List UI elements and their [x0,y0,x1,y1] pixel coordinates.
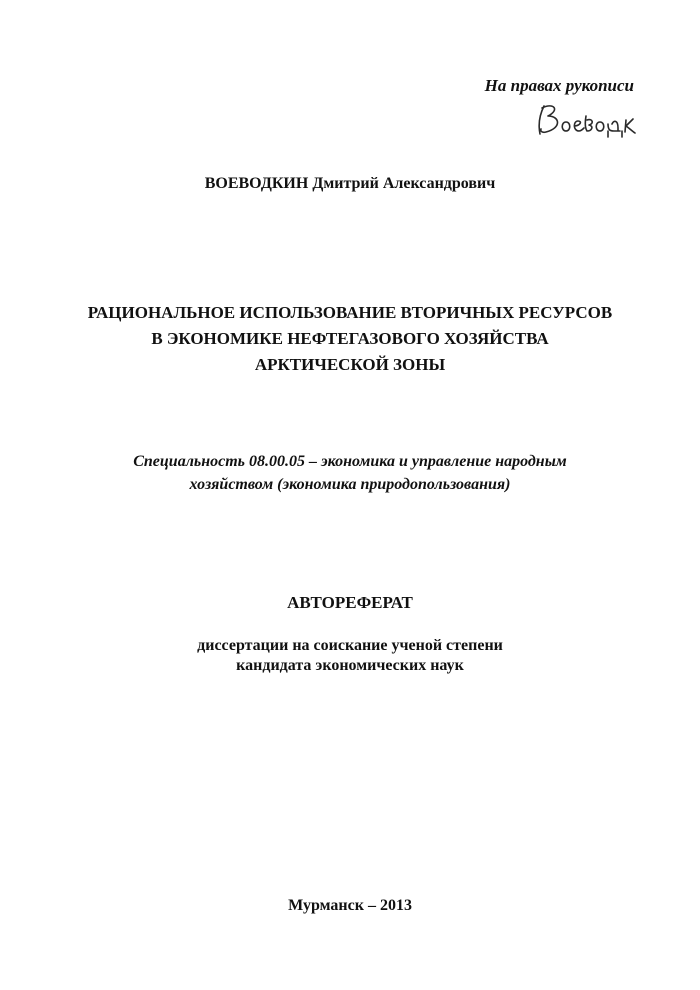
purpose-line: диссертации на соискание ученой степени [197,637,503,654]
specialty-line: хозяйством (экономика природопользования) [189,476,511,493]
handwritten-signature [534,98,638,142]
title-line: РАЦИОНАЛЬНОЕ ИСПОЛЬЗОВАНИЕ ВТОРИЧНЫХ РЕСУРСОВ [87,303,613,322]
place-year: Мурманск – 2013 [288,897,412,914]
specialty-line: Специальность 08.00.05 – экономика и управление народным [133,453,567,470]
dissertation-title [0,300,700,378]
degree-purpose [0,636,700,676]
rights-note: На правах рукописи [484,76,634,95]
document-type: АВТОРЕФЕРАТ [287,593,413,612]
specialty [0,450,700,496]
purpose-line: кандидата экономических наук [236,657,464,674]
title-line: В ЭКОНОМИКЕ НЕФТЕГАЗОВОГО ХОЗЯЙСТВА [151,329,549,348]
author-name: ВОЕВОДКИН Дмитрий Александрович [204,175,496,192]
title-line: АРКТИЧЕСКОЙ ЗОНЫ [254,355,446,374]
